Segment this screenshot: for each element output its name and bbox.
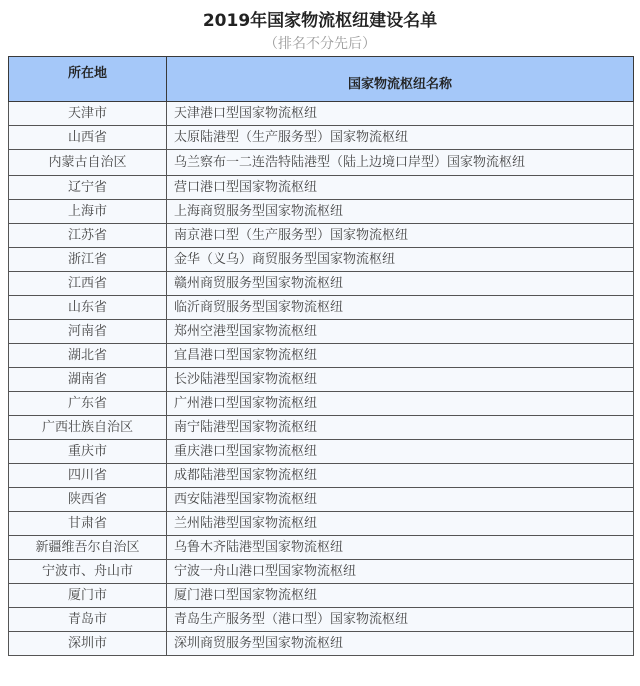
logistics-hub-table xyxy=(8,56,634,656)
cell-hub-name: 南京港口型（生产服务型）国家物流枢纽 xyxy=(167,224,634,248)
table-row xyxy=(9,176,634,200)
page-subtitle: （排名不分先后） xyxy=(264,36,376,52)
cell-hub-name: 乌鲁木齐陆港型国家物流枢纽 xyxy=(167,536,634,560)
table-row xyxy=(9,536,634,560)
table-row xyxy=(9,416,634,440)
cell-hub-name: 太原陆港型（生产服务型）国家物流枢纽 xyxy=(167,126,634,150)
cell-location: 湖北省 xyxy=(9,344,167,368)
cell-hub-name: 成都陆港型国家物流枢纽 xyxy=(167,464,634,488)
cell-location: 河南省 xyxy=(9,320,167,344)
cell-hub-name: 上海商贸服务型国家物流枢纽 xyxy=(167,200,634,224)
cell-location: 重庆市 xyxy=(9,440,167,464)
cell-location: 厦门市 xyxy=(9,584,167,608)
table-row xyxy=(9,102,634,126)
cell-hub-name: 金华（义乌）商贸服务型国家物流枢纽 xyxy=(167,248,634,272)
cell-location: 上海市 xyxy=(9,200,167,224)
cell-hub-name: 深圳商贸服务型国家物流枢纽 xyxy=(167,632,634,656)
cell-location: 新疆维吾尔自治区 xyxy=(9,536,167,560)
cell-location: 内蒙古自治区 xyxy=(9,150,167,176)
cell-location: 宁波市、舟山市 xyxy=(9,560,167,584)
table-row xyxy=(9,440,634,464)
cell-location: 广西壮族自治区 xyxy=(9,416,167,440)
table-row xyxy=(9,150,634,176)
table-row xyxy=(9,584,634,608)
table-row xyxy=(9,560,634,584)
cell-hub-name: 长沙陆港型国家物流枢纽 xyxy=(167,368,634,392)
cell-hub-name: 宁波一舟山港口型国家物流枢纽 xyxy=(167,560,634,584)
cell-location: 辽宁省 xyxy=(9,176,167,200)
cell-hub-name: 兰州陆港型国家物流枢纽 xyxy=(167,512,634,536)
cell-location: 浙江省 xyxy=(9,248,167,272)
table-row xyxy=(9,200,634,224)
table-row xyxy=(9,608,634,632)
cell-hub-name: 临沂商贸服务型国家物流枢纽 xyxy=(167,296,634,320)
cell-location: 湖南省 xyxy=(9,368,167,392)
cell-hub-name: 宜昌港口型国家物流枢纽 xyxy=(167,344,634,368)
cell-location: 山西省 xyxy=(9,126,167,150)
table-header-row xyxy=(9,57,634,102)
cell-location: 深圳市 xyxy=(9,632,167,656)
page-title: 2019年国家物流枢纽建设名单 xyxy=(202,11,438,31)
table-row xyxy=(9,464,634,488)
table-row xyxy=(9,392,634,416)
table-row xyxy=(9,296,634,320)
cell-location: 天津市 xyxy=(9,102,167,126)
table-row xyxy=(9,224,634,248)
cell-hub-name: 广州港口型国家物流枢纽 xyxy=(167,392,634,416)
table-row xyxy=(9,248,634,272)
table-row xyxy=(9,320,634,344)
table-row xyxy=(9,368,634,392)
column-header-hub-name: 国家物流枢纽名称 xyxy=(167,57,634,102)
cell-hub-name: 南宁陆港型国家物流枢纽 xyxy=(167,416,634,440)
cell-hub-name: 乌兰察布一二连浩特陆港型（陆上边境口岸型）国家物流枢纽 xyxy=(167,150,634,176)
cell-hub-name: 赣州商贸服务型国家物流枢纽 xyxy=(167,272,634,296)
cell-hub-name: 西安陆港型国家物流枢纽 xyxy=(167,488,634,512)
cell-location: 四川省 xyxy=(9,464,167,488)
cell-hub-name: 青岛生产服务型（港口型）国家物流枢纽 xyxy=(167,608,634,632)
cell-location: 江苏省 xyxy=(9,224,167,248)
cell-location: 江西省 xyxy=(9,272,167,296)
cell-hub-name: 郑州空港型国家物流枢纽 xyxy=(167,320,634,344)
cell-location: 陕西省 xyxy=(9,488,167,512)
cell-location: 广东省 xyxy=(9,392,167,416)
cell-hub-name: 营口港口型国家物流枢纽 xyxy=(167,176,634,200)
cell-location: 山东省 xyxy=(9,296,167,320)
cell-location: 甘肃省 xyxy=(9,512,167,536)
table-row xyxy=(9,126,634,150)
table-row xyxy=(9,632,634,656)
table-row xyxy=(9,272,634,296)
table-row xyxy=(9,512,634,536)
cell-hub-name: 重庆港口型国家物流枢纽 xyxy=(167,440,634,464)
cell-location: 青岛市 xyxy=(9,608,167,632)
column-header-location: 所在地 xyxy=(9,57,167,102)
table-row xyxy=(9,488,634,512)
cell-hub-name: 厦门港口型国家物流枢纽 xyxy=(167,584,634,608)
table-row xyxy=(9,344,634,368)
cell-hub-name: 天津港口型国家物流枢纽 xyxy=(167,102,634,126)
